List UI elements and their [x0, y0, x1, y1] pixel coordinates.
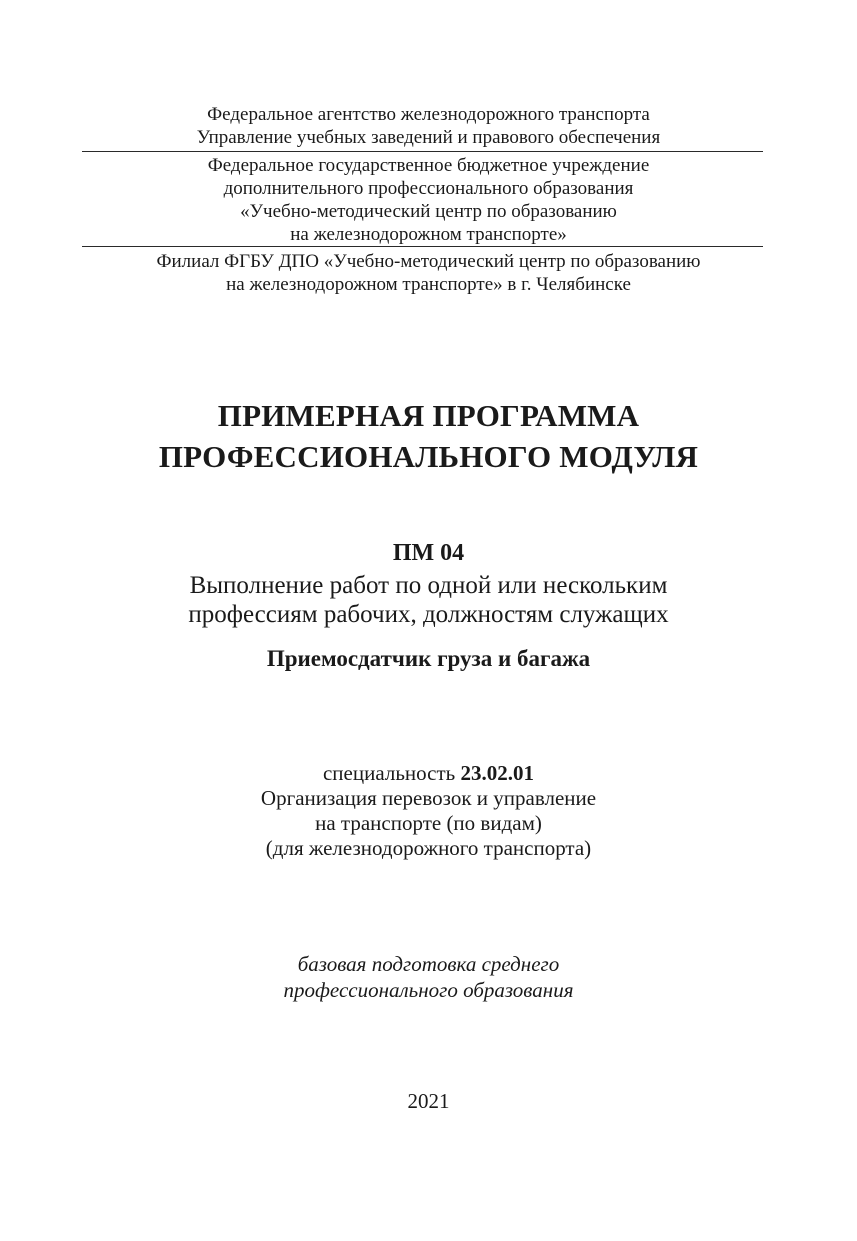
institution-line-1: Федеральное государственное бюджетное учреждение	[207, 155, 650, 176]
header-divider-2	[82, 246, 763, 247]
specialty-line	[0, 761, 857, 786]
title-line-1: ПРИМЕРНАЯ ПРОГРАММА	[217, 398, 640, 433]
specialty-name-line-1: Организация перевозок и управление	[260, 786, 597, 810]
profession-title: Приемосдатчик груза и багажа	[266, 646, 591, 671]
specialty-name-line-3: (для железнодорожного транспорта)	[265, 836, 592, 860]
module-code: ПМ 04	[392, 540, 465, 566]
institution-block	[0, 154, 857, 246]
branch-line-1: Филиал ФГБУ ДПО «Учебно-методический центр по образованию	[156, 251, 701, 272]
training-level-line-2: профессионального образования	[283, 978, 574, 1002]
module-name-line-1: Выполнение работ по одной или нескольким	[189, 572, 668, 599]
training-level-line-1: базовая подготовка среднего	[297, 952, 560, 976]
agency-line-1: Федеральное агентство железнодорожного транспорта	[207, 104, 650, 125]
agency-block	[0, 103, 857, 149]
module-name	[0, 571, 857, 629]
institution-line-2: дополнительного профессионального образования	[223, 178, 634, 199]
module-name-line-2: профессиям рабочих, должностям служащих	[188, 601, 669, 628]
institution-line-4: на железнодорожном транспорте»	[290, 224, 567, 245]
specialty-block	[0, 761, 857, 861]
specialty-prefix: специальность	[322, 761, 461, 785]
header-divider-1	[82, 151, 763, 152]
title-line-2: ПРОФЕССИОНАЛЬНОГО МОДУЛЯ	[158, 439, 699, 474]
branch-line-2: на железнодорожном транспорте» в г. Челябинске	[226, 274, 631, 295]
document-title	[0, 395, 857, 477]
agency-line-2: Управление учебных заведений и правового обеспечения	[196, 127, 661, 148]
specialty-code: 23.02.01	[460, 761, 534, 785]
publication-year: 2021	[407, 1089, 450, 1113]
training-level	[0, 951, 857, 1003]
specialty-name-line-2: на транспорте (по видам)	[315, 811, 542, 835]
branch-block	[0, 250, 857, 296]
institution-line-3: «Учебно-методический центр по образованию	[240, 201, 617, 222]
